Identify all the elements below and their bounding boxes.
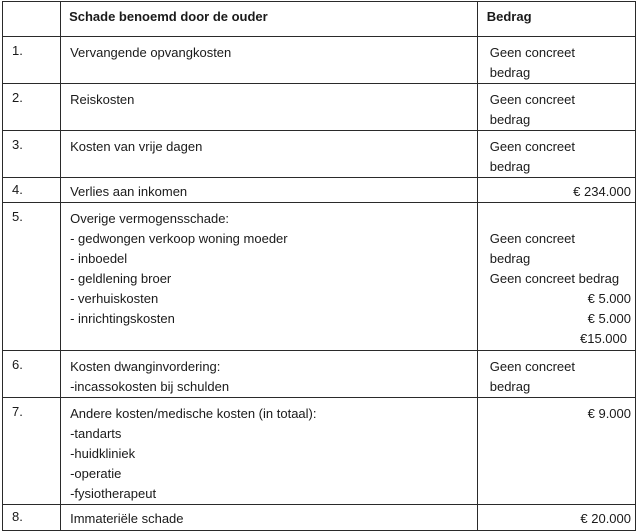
description-line: -huidkliniek [70, 446, 136, 461]
description-line: - inboedel [70, 251, 128, 266]
row-amount [477, 398, 635, 505]
table-row [3, 178, 636, 203]
row-description [61, 37, 478, 84]
row-number: 8. [3, 505, 61, 531]
amount-line: bedrag [489, 65, 531, 80]
row-description [61, 398, 478, 505]
row-description [61, 84, 478, 131]
table-row [3, 398, 636, 505]
table-header-row [3, 2, 636, 37]
row-number: 4. [3, 178, 61, 203]
table-row [3, 37, 636, 84]
row-number: 3. [3, 131, 61, 178]
row-description [61, 131, 478, 178]
amount-line: bedrag [489, 379, 531, 394]
amount-line: Geen concreet [489, 45, 576, 60]
table-row [3, 84, 636, 131]
row-number: 5. [3, 203, 61, 351]
description-line: -tandarts [70, 426, 122, 441]
table-row [3, 351, 636, 398]
amount-line: € 5.000 [587, 311, 631, 326]
description-line: - gedwongen verkoop woning moeder [70, 231, 288, 246]
description-line: -operatie [70, 466, 122, 481]
description-line: Kosten dwanginvordering: [70, 359, 221, 374]
amount-line: bedrag [489, 251, 531, 266]
description-line: Verlies aan inkomen [70, 184, 188, 199]
description-line: - verhuiskosten [70, 291, 159, 306]
description-line: Overige vermogensschade: [70, 211, 230, 226]
amount-line: Geen concreet [489, 139, 576, 154]
amount-line: € 20.000 [580, 511, 631, 526]
description-line: -fysiotherapeut [70, 486, 157, 501]
amount-line: € 234.000 [573, 184, 631, 199]
row-number: 2. [3, 84, 61, 131]
row-description [61, 505, 478, 531]
table-row [3, 131, 636, 178]
row-amount [477, 505, 635, 531]
header-description: Schade benoemd door de ouder [61, 2, 478, 37]
row-description [61, 351, 478, 398]
row-amount [477, 351, 635, 398]
description-line: - inrichtingskosten [70, 311, 175, 326]
amount-line: € 9.000 [587, 406, 631, 421]
amount-line: bedrag [489, 159, 531, 174]
description-line: Immateriële schade [70, 511, 184, 526]
row-amount [477, 37, 635, 84]
table-row [3, 505, 636, 531]
amount-line: €15.000 [580, 331, 627, 346]
amount-line: Geen concreet [489, 359, 576, 374]
amount-line: bedrag [489, 112, 531, 127]
row-number: 6. [3, 351, 61, 398]
header-amount: Bedrag [477, 2, 635, 37]
amount-line: Geen concreet [489, 92, 576, 107]
amount-line: € 5.000 [587, 291, 631, 306]
description-line: -incassokosten bij schulden [70, 379, 230, 394]
description-line: - geldlening broer [70, 271, 172, 286]
row-number: 7. [3, 398, 61, 505]
table-row [3, 203, 636, 351]
description-line: Reiskosten [70, 92, 135, 107]
row-number: 1. [3, 37, 61, 84]
description-line: Andere kosten/medische kosten (in totaal): [70, 406, 317, 421]
description-line: Kosten van vrije dagen [70, 139, 203, 154]
row-amount [477, 84, 635, 131]
amount-line: Geen concreet bedrag [489, 271, 620, 286]
damages-table [2, 1, 636, 531]
row-amount [477, 203, 635, 351]
header-number [3, 2, 61, 37]
row-description [61, 178, 478, 203]
amount-line: Geen concreet [489, 231, 576, 246]
row-description [61, 203, 478, 351]
row-amount [477, 131, 635, 178]
description-line: Vervangende opvangkosten [70, 45, 232, 60]
row-amount [477, 178, 635, 203]
